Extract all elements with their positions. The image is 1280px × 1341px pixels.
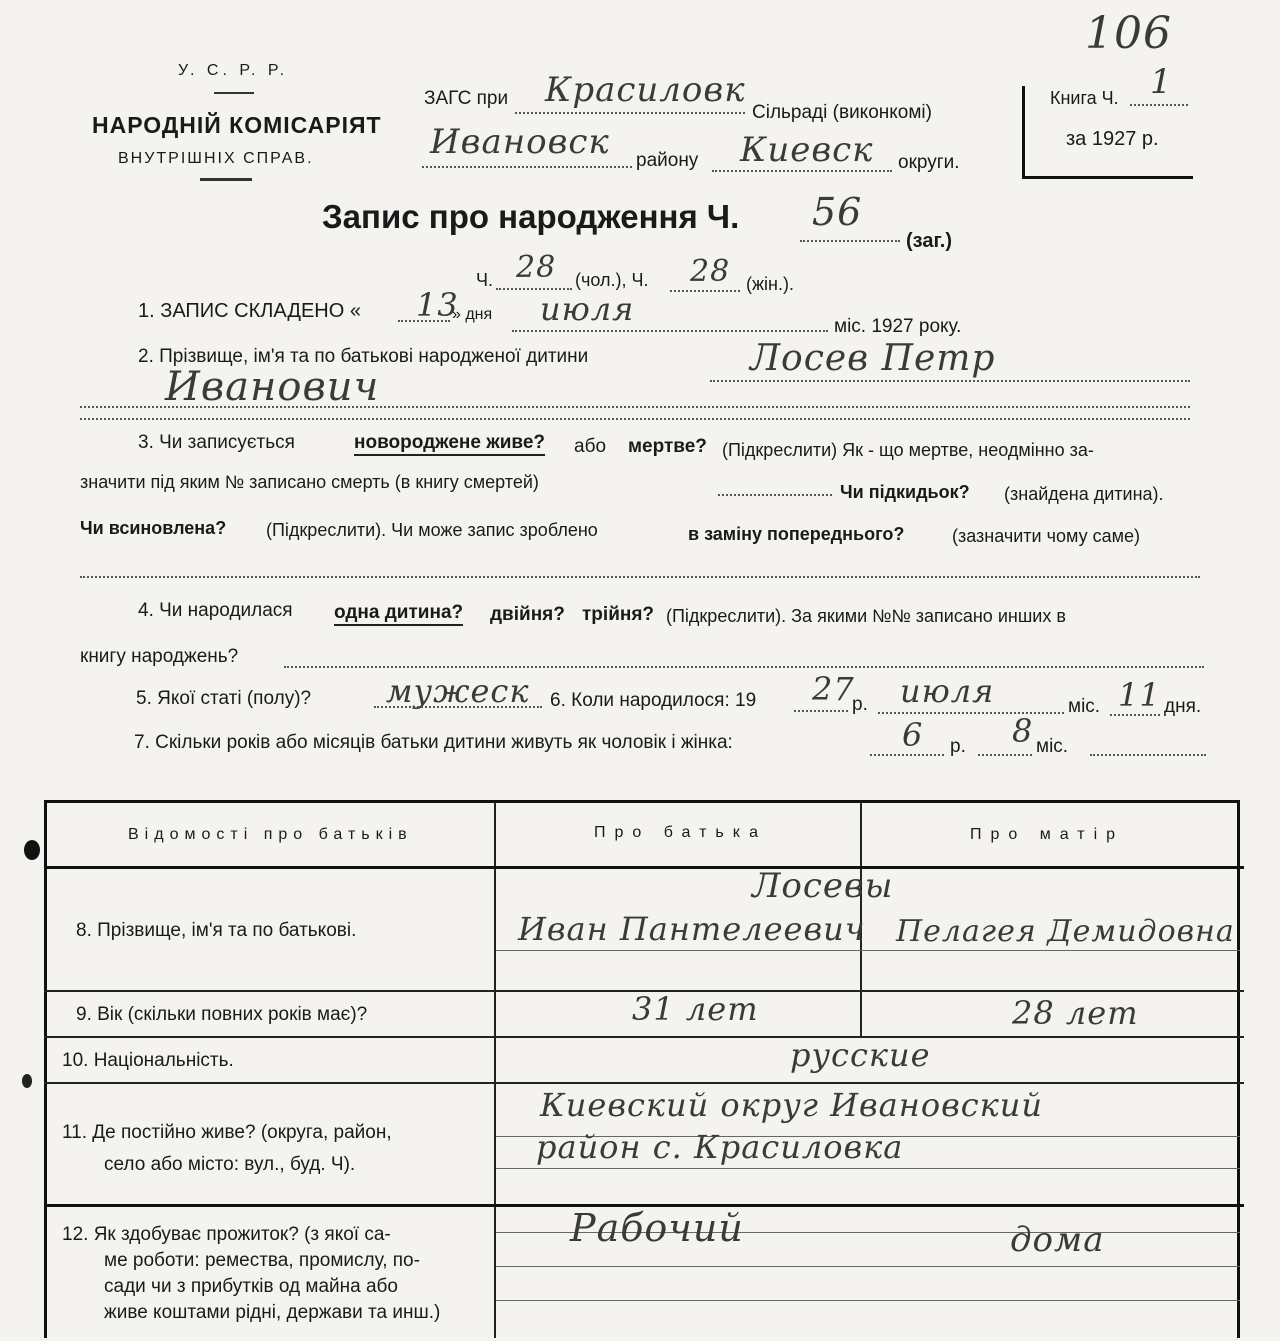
- parents-surname: Лосевы: [752, 866, 894, 906]
- birth-year-line: [794, 710, 848, 712]
- birth-month-line: [878, 712, 1064, 714]
- field-1-day-line: [398, 320, 450, 322]
- corner-number: 106: [1085, 8, 1172, 59]
- residence-line-1: Киевский округ Ивановский: [540, 1086, 1043, 1124]
- field-3-adopted: Чи всиновлена?: [80, 518, 227, 538]
- field-3-alive: новороджене живе?: [354, 432, 545, 456]
- field-7-tail-line: [1090, 754, 1206, 756]
- okrug-label: округи.: [898, 152, 960, 173]
- field-7-r: р.: [950, 736, 966, 757]
- field-1-end: міс. 1927 року.: [834, 316, 962, 337]
- row-11-guide-2: [496, 1168, 1240, 1169]
- col-header-father: Про батька: [594, 824, 767, 841]
- punch-hole-2: [22, 1074, 32, 1088]
- field-3-line3b: (Підкреслити). Чи може запис зроблено: [266, 520, 598, 540]
- commissariat-title: НАРОДНІЙ КОМІСАРІЯТ: [92, 112, 382, 138]
- field-3-a: 3. Чи записується: [138, 432, 295, 453]
- field-4-twins: двійня?: [490, 604, 565, 625]
- commissariat-subtitle: ВНУТРІШНІХ СПРАВ.: [118, 150, 314, 167]
- row-8-guide: [496, 950, 1240, 951]
- field-1-month: июля: [540, 290, 635, 328]
- mother-name: Пелагея Демидовна: [896, 914, 1235, 949]
- field-3-e: (Підкреслити) Як - що мертве, неодмінно за-: [722, 440, 1094, 460]
- field-7-mis: міс.: [1036, 736, 1069, 757]
- male-number: 28: [516, 250, 557, 285]
- marriage-years-line: [870, 754, 944, 756]
- field-2-line: [710, 380, 1190, 382]
- field-4-line2: книгу народжень?: [80, 646, 239, 667]
- field-1-month-line: [512, 330, 828, 332]
- father-age: 31 лет: [632, 990, 759, 1028]
- col-header-info: Відомості про батьків: [128, 826, 413, 843]
- record-number-line: [800, 240, 900, 242]
- residence-line-2: район с. Красиловка: [536, 1128, 904, 1166]
- row-9-label: 9. Вік (скільки повних років має)?: [76, 1004, 368, 1025]
- field-4-e: (Підкреслити). За якими №№ записано инших в: [666, 606, 1066, 626]
- book-label: Книга Ч.: [1050, 88, 1119, 108]
- header-rule: [214, 92, 254, 94]
- birth-day-line: [1110, 714, 1160, 716]
- title-ch: Ч.: [476, 270, 493, 290]
- row-12-guide-3: [496, 1300, 1240, 1301]
- row-11-label-2: село або місто: вул., буд. Ч).: [104, 1154, 356, 1175]
- field-6-r: р.: [852, 694, 868, 715]
- col-header-mother: Про матір: [970, 826, 1125, 843]
- field-5-line: [374, 706, 542, 708]
- female-number: 28: [690, 254, 731, 289]
- marriage-years: 6: [902, 716, 924, 754]
- female-label: (жін.).: [746, 274, 794, 294]
- zags-suffix: Сільраді (виконкомі): [752, 102, 932, 123]
- field-3-line2-dots: [718, 494, 832, 496]
- father-name: Иван Пантелеевич: [518, 910, 866, 948]
- title-suffix: (заг.): [906, 230, 953, 252]
- field-3-c: або: [574, 436, 607, 457]
- row-11-label-1: 11. Де постійно живе? (округа, район,: [62, 1122, 392, 1143]
- field-3-line4-dots: [80, 576, 1200, 578]
- field-7-label: 7. Скільки років або місяців батьки дитини живуть як чоловік і жінка:: [134, 732, 733, 753]
- row-12-label-2: ме роботи: ремества, промислу, по-: [104, 1250, 420, 1271]
- book-number-line: [1130, 104, 1188, 106]
- raion-label: району: [636, 150, 699, 171]
- row-10-label: 10. Національність.: [62, 1050, 234, 1071]
- field-6-label: 6. Коли народилося: 19: [550, 690, 757, 711]
- birth-day: 11: [1118, 676, 1161, 714]
- raion-value: Ивановск: [430, 122, 610, 162]
- raion-line: [422, 166, 632, 168]
- row-12-label-1: 12. Як здобуває прожиток? (з якої са-: [62, 1224, 391, 1245]
- field-1-label: 1. ЗАПИС СКЛАДЕНО «: [138, 300, 361, 322]
- field-3-line2c: (знайдена дитина).: [1004, 484, 1164, 504]
- child-name: Лосев Петр: [750, 338, 996, 379]
- nationality: русские: [790, 1036, 931, 1074]
- field-2-line-2: [80, 406, 1190, 408]
- field-3-foundling: Чи підкидьок?: [840, 482, 970, 502]
- child-patronymic: Иванович: [165, 364, 380, 410]
- row-divider-9: [44, 1036, 1244, 1038]
- zags-village: Красиловк: [545, 70, 746, 110]
- female-number-line: [670, 290, 740, 292]
- field-3-line2a: значити під яким № записано смерть (в книгу смертей): [80, 472, 539, 492]
- okrug-line: [712, 170, 892, 172]
- mother-age: 28 лет: [1012, 994, 1139, 1032]
- book-number: 1: [1150, 62, 1173, 102]
- mother-occupation: дома: [1010, 1220, 1105, 1260]
- male-label: (чол.), Ч.: [575, 270, 649, 290]
- col-divider-1: [494, 802, 496, 1338]
- marriage-months-line: [978, 754, 1032, 756]
- book-year: за 1927 р.: [1066, 128, 1159, 150]
- field-5-label: 5. Якої статі (полу)?: [136, 688, 312, 709]
- field-4-triplets: трійня?: [582, 604, 655, 625]
- zags-village-line: [515, 112, 745, 114]
- field-1-mid: » дня: [452, 306, 493, 323]
- field-6-dnya: дня.: [1164, 696, 1202, 717]
- row-divider-10: [44, 1082, 1244, 1084]
- field-4-line2-dots: [284, 666, 1204, 668]
- birth-month: июля: [900, 672, 995, 710]
- record-number: 56: [812, 190, 863, 234]
- field-3-dead: мертве?: [628, 436, 707, 457]
- field-1-day: 13: [416, 286, 459, 324]
- row-12-label-4: живе коштами рідні, держави та инш.): [104, 1302, 441, 1323]
- punch-hole: [24, 840, 40, 860]
- birth-year: 27: [812, 670, 855, 708]
- page-title: Запис про народження Ч.: [322, 198, 740, 235]
- row-8-label: 8. Прізвище, ім'я та по батькові.: [76, 920, 357, 941]
- zags-prefix: ЗАГС при: [424, 88, 509, 109]
- field-3-line3d: (зазначити чому саме): [952, 526, 1140, 546]
- field-6-mis: міс.: [1068, 696, 1101, 717]
- header-rule-2: [200, 178, 252, 181]
- country-label: У. С. Р. Р.: [178, 62, 289, 79]
- row-divider-header: [44, 866, 1244, 869]
- marriage-months: 8: [1012, 712, 1034, 750]
- field-2-label: 2. Прізвище, ім'я та по батькові народженої дитини: [138, 346, 589, 367]
- field-2-line-3: [80, 418, 1190, 420]
- field-4-single: одна дитина?: [334, 602, 463, 626]
- father-occupation: Рабочий: [570, 1206, 744, 1250]
- field-4-a: 4. Чи народилася: [138, 600, 293, 621]
- field-3-replacement: в заміну попереднього?: [688, 524, 905, 544]
- row-12-guide-2: [496, 1266, 1240, 1267]
- okrug-value: Киевск: [740, 130, 874, 170]
- row-12-label-3: сади чи з прибутків од майна або: [104, 1276, 398, 1297]
- child-sex: мужеск: [386, 672, 530, 710]
